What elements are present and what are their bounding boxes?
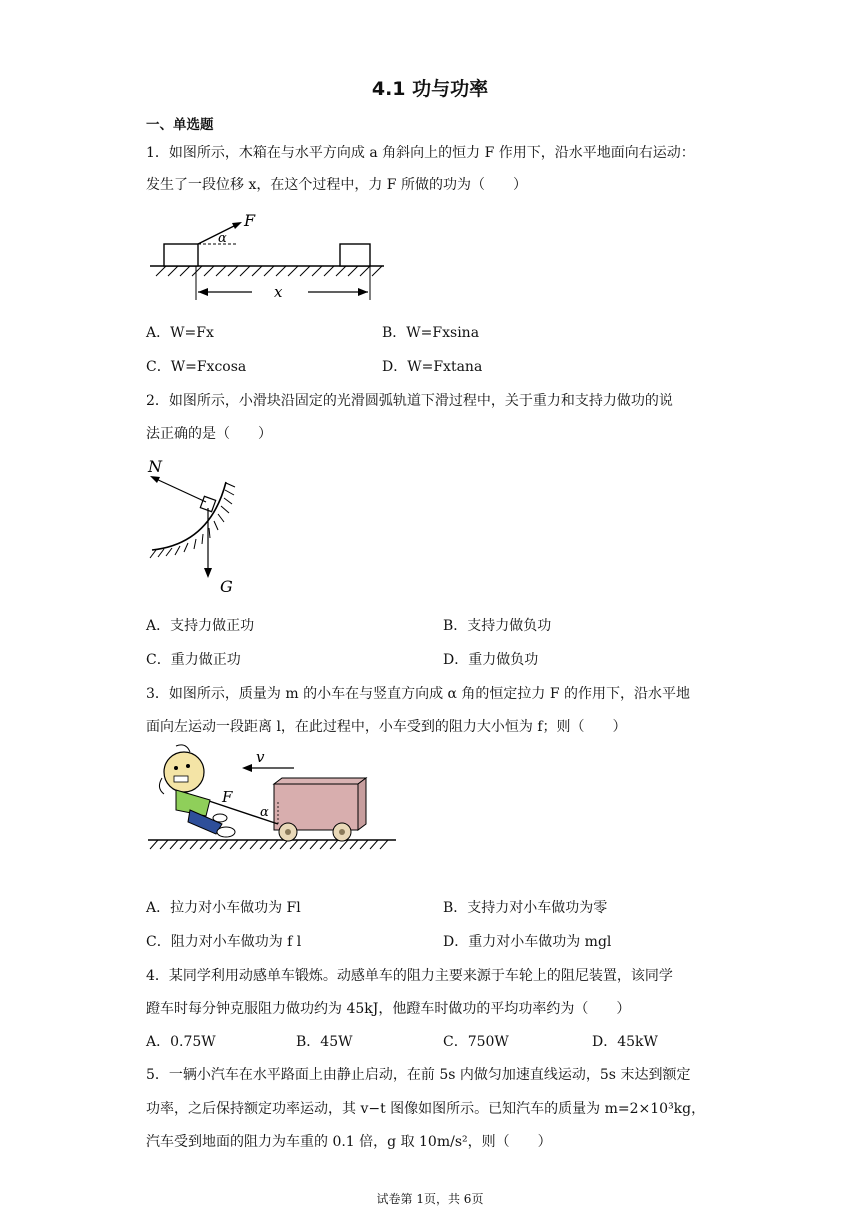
q1-force-label: F: [244, 211, 256, 230]
q3-force-label: F: [222, 788, 233, 806]
q1-angle-label: α: [218, 231, 227, 246]
q3-option-d[interactable]: D．重力对小车做功为 mgl: [443, 934, 612, 950]
q1-displacement-label: x: [274, 283, 283, 301]
q5-text-line1: 5．一辆小汽车在水平路面上由静止启动，在前 5s 内做匀加速直线运动，5s 末达到额定: [146, 1067, 691, 1083]
q2-figure: [140, 454, 250, 599]
q2-option-a[interactable]: A．支持力做正功: [146, 618, 255, 634]
q2-option-b[interactable]: B．支持力做负功: [443, 618, 552, 634]
q3-option-c[interactable]: C．阻力对小车做功为 f l: [146, 934, 302, 950]
q1-option-b[interactable]: B．W=Fxsina: [382, 325, 480, 341]
q5-text-line3: 汽车受到地面的阻力为车重的 0.1 倍，g 取 10m/s²，则（ ）: [146, 1134, 552, 1150]
q5-text-line2: 功率，之后保持额定功率运动，其 v−t 图像如图所示。已知汽车的质量为 m=2×10³kg，: [146, 1101, 706, 1117]
q4-option-b[interactable]: B．45W: [296, 1034, 353, 1050]
q3-velocity-label: v: [256, 748, 265, 766]
q1-figure: [146, 210, 396, 306]
q3-angle-label: α: [260, 805, 269, 820]
page-title: 4.1 功与功率: [371, 78, 489, 100]
q1-text-line1: 1．如图所示，木箱在与水平方向成 a 角斜向上的恒力 F 作用下，沿水平地面向右运动：: [146, 145, 695, 161]
q1-text-line2: 发生了一段位移 x，在这个过程中，力 F 所做的功为（ ）: [146, 177, 527, 193]
q3-figure: [146, 744, 401, 856]
q3-option-b[interactable]: B．支持力对小车做功为零: [443, 900, 608, 916]
q3-option-a[interactable]: A．拉力对小车做功为 Fl: [146, 900, 301, 916]
q3-text-line2: 面向左运动一段距离 l，在此过程中，小车受到的阻力大小恒为 f；则（ ）: [146, 719, 627, 735]
q1-option-c[interactable]: C．W=Fxcosa: [146, 359, 247, 375]
q4-option-c[interactable]: C．750W: [443, 1034, 509, 1050]
q2-normal-force-label: N: [148, 457, 162, 476]
q1-option-d[interactable]: D．W=Fxtana: [382, 359, 483, 375]
q4-text-line2: 蹬车时每分钟克服阻力做功约为 45kJ，他蹬车时做功的平均功率约为（ ）: [146, 1001, 631, 1017]
q3-text-line1: 3．如图所示，质量为 m 的小车在与竖直方向成 α 角的恒定拉力 F 的作用下，沿水平地: [146, 686, 691, 702]
q2-option-c[interactable]: C．重力做正功: [146, 652, 241, 668]
q2-text-line2: 法正确的是（ ）: [146, 426, 272, 442]
q4-option-a[interactable]: A．0.75W: [146, 1034, 216, 1050]
q4-option-d[interactable]: D．45kW: [592, 1034, 658, 1050]
page-footer: 试卷第 1页，共 6页: [376, 1192, 484, 1206]
q2-option-d[interactable]: D．重力做负功: [443, 652, 539, 668]
q2-gravity-label: G: [220, 577, 233, 596]
q2-text-line1: 2．如图所示，小滑块沿固定的光滑圆弧轨道下滑过程中，关于重力和支持力做功的说: [146, 393, 673, 409]
section-heading: 一、单选题: [146, 117, 214, 133]
q1-option-a[interactable]: A．W=Fx: [146, 325, 214, 341]
q4-text-line1: 4．某同学利用动感单车锻炼。动感单车的阻力主要来源于车轮上的阻尼装置，该同学: [146, 968, 673, 984]
